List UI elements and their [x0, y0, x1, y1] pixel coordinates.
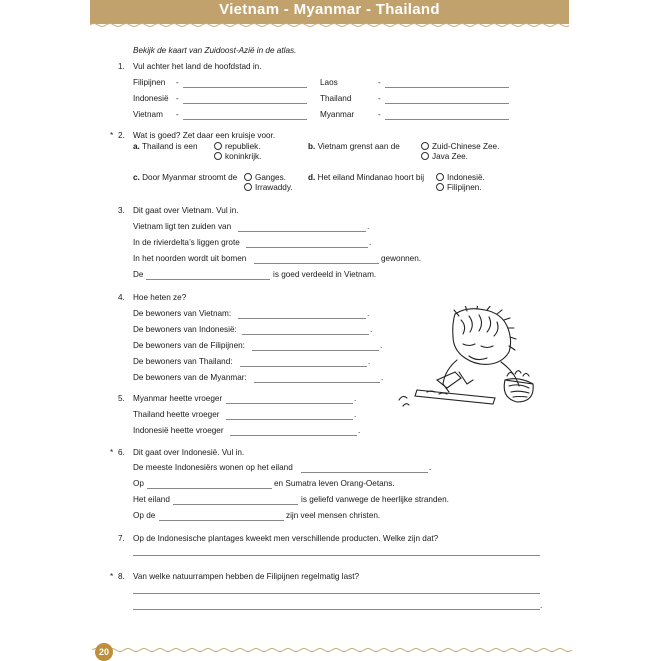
q5-period: .	[354, 410, 357, 419]
radio-option[interactable]: koninkrijk.	[214, 152, 261, 161]
q4-period: .	[370, 325, 373, 334]
answer-line[interactable]	[159, 520, 284, 521]
radio-circle-icon[interactable]	[214, 152, 222, 160]
answer-line[interactable]	[238, 231, 366, 232]
intro-text: Bekijk de kaart van Zuidoost-Azië in de atlas.	[133, 46, 297, 55]
q7-text: Op de Indonesische plantages kweekt men verschillende producten. Welke zijn dat?	[133, 534, 439, 543]
q1-dash: -	[176, 94, 179, 103]
radio-circle-icon[interactable]	[421, 142, 429, 150]
radio-circle-icon[interactable]	[436, 173, 444, 181]
q1-country: Vietnam	[133, 110, 163, 119]
answer-line[interactable]	[226, 419, 353, 420]
q6-line4-end: zijn veel mensen christen.	[286, 511, 381, 520]
answer-line[interactable]	[133, 593, 540, 594]
answer-line[interactable]	[246, 247, 368, 248]
answer-line[interactable]	[238, 318, 366, 319]
q3-number: 3.	[118, 206, 125, 215]
q3-line4-end: is goed verdeeld in Vietnam.	[273, 270, 377, 279]
radio-option[interactable]: Ganges.	[244, 173, 286, 182]
q6-line4: Op de	[133, 511, 156, 520]
answer-line[interactable]	[252, 350, 379, 351]
q3-line4: De	[133, 270, 144, 279]
q5-line: Indonesië heette vroeger	[133, 426, 224, 435]
answer-line[interactable]	[147, 488, 272, 489]
q3-line2: In de rivierdelta’s liggen grote	[133, 238, 240, 247]
answer-line[interactable]	[133, 555, 540, 556]
radio-option[interactable]: Zuid-Chinese Zee.	[421, 142, 499, 151]
radio-option[interactable]: Java Zee.	[421, 152, 468, 161]
q1-number: 1.	[118, 62, 125, 71]
illustration-boy-writing	[397, 306, 547, 414]
q5-period: .	[354, 394, 357, 403]
page-number-badge: 20	[95, 643, 113, 661]
radio-circle-icon[interactable]	[436, 183, 444, 191]
header-banner	[90, 0, 569, 24]
q8-text: Van welke natuurrampen hebben de Filipijnen regelmatig last?	[133, 572, 360, 581]
answer-line[interactable]	[183, 103, 307, 104]
q2a-question: a. Thailand is een	[133, 142, 198, 151]
q6-line3: Het eiland	[133, 495, 170, 504]
q2d-question: d. Het eiland Mindanao hoort bij	[308, 173, 425, 182]
q6-line2-end: en Sumatra leven Orang-Oetans.	[274, 479, 395, 488]
q6-text: Dit gaat over Indonesië. Vul in.	[133, 448, 245, 457]
star-marker: *	[110, 448, 114, 457]
answer-line[interactable]	[254, 263, 379, 264]
q1-country: Filipijnen	[133, 78, 166, 87]
q2-text: Wat is goed? Zet daar een kruisje voor.	[133, 131, 276, 140]
q4-line: De bewoners van Vietnam:	[133, 309, 232, 318]
answer-line[interactable]	[385, 87, 509, 88]
q1-country: Indonesië	[133, 94, 169, 103]
q4-period: .	[380, 341, 383, 350]
q6-period: .	[429, 463, 432, 472]
q4-period: .	[367, 309, 370, 318]
q1-dash: -	[378, 78, 381, 87]
q3-text: Dit gaat over Vietnam. Vul in.	[133, 206, 239, 215]
q3-period: .	[369, 238, 372, 247]
radio-option[interactable]: Indonesië.	[436, 173, 485, 182]
q3-period: .	[367, 222, 370, 231]
q4-line: De bewoners van Indonesië:	[133, 325, 237, 334]
q2-number: 2.	[118, 131, 125, 140]
q5-period: .	[358, 426, 361, 435]
decorative-wave-top	[90, 22, 569, 32]
q5-number: 5.	[118, 394, 125, 403]
radio-circle-icon[interactable]	[214, 142, 222, 150]
q6-line1: De meeste Indonesiërs wonen op het eiland	[133, 463, 293, 472]
answer-line[interactable]	[133, 609, 540, 610]
answer-line[interactable]	[146, 279, 270, 280]
q4-period: .	[381, 373, 384, 382]
q1-country: Laos	[320, 78, 338, 87]
q4-period: .	[368, 357, 371, 366]
q4-line: De bewoners van de Myanmar:	[133, 373, 247, 382]
radio-circle-icon[interactable]	[244, 183, 252, 191]
q1-country: Thailand	[320, 94, 352, 103]
q4-number: 4.	[118, 293, 125, 302]
radio-option[interactable]: Filipijnen.	[436, 183, 482, 192]
q6-line2: Op	[133, 479, 144, 488]
decorative-wave-bottom	[92, 645, 572, 655]
q4-line: De bewoners van de Filipijnen:	[133, 341, 245, 350]
q7-number: 7.	[118, 534, 125, 543]
q1-dash: -	[176, 78, 179, 87]
answer-line[interactable]	[301, 472, 428, 473]
q5-line: Thailand heette vroeger	[133, 410, 220, 419]
q8-number: 8.	[118, 572, 125, 581]
q1-dash: -	[378, 110, 381, 119]
q3-line1: Vietnam ligt ten zuiden van	[133, 222, 232, 231]
answer-line[interactable]	[183, 87, 307, 88]
q3-line3-end: gewonnen.	[381, 254, 422, 263]
q6-line3-end: is geliefd vanwege de heerlijke stranden.	[301, 495, 449, 504]
q1-country: Myanmar	[320, 110, 355, 119]
q5-line: Myanmar heette vroeger	[133, 394, 223, 403]
page-title: Vietnam - Myanmar - Thailand	[219, 1, 440, 18]
radio-option[interactable]: republiek.	[214, 142, 261, 151]
q6-number: 6.	[118, 448, 125, 457]
q1-dash: -	[176, 110, 179, 119]
answer-line[interactable]	[230, 435, 357, 436]
q1-text: Vul achter het land de hoofdstad in.	[133, 62, 262, 71]
q2c-question: c. Door Myanmar stroomt de	[133, 173, 238, 182]
star-marker: *	[110, 572, 114, 581]
answer-line[interactable]	[240, 366, 367, 367]
q8-period: .	[540, 601, 543, 610]
radio-option[interactable]: Irrawaddy.	[244, 183, 293, 192]
q4-text: Hoe heten ze?	[133, 293, 187, 302]
answer-line[interactable]	[242, 334, 369, 335]
q4-line: De bewoners van Thailand:	[133, 357, 233, 366]
answer-line[interactable]	[254, 382, 380, 383]
answer-line[interactable]	[173, 504, 298, 505]
answer-line[interactable]	[226, 403, 353, 404]
q1-dash: -	[378, 94, 381, 103]
answer-line[interactable]	[385, 103, 509, 104]
answer-line[interactable]	[385, 119, 509, 120]
answer-line[interactable]	[183, 119, 307, 120]
star-marker: *	[110, 131, 114, 140]
q3-line3: In het noorden wordt uit bomen	[133, 254, 247, 263]
radio-circle-icon[interactable]	[421, 152, 429, 160]
radio-circle-icon[interactable]	[244, 173, 252, 181]
q2b-question: b. Vietnam grenst aan de	[308, 142, 400, 151]
